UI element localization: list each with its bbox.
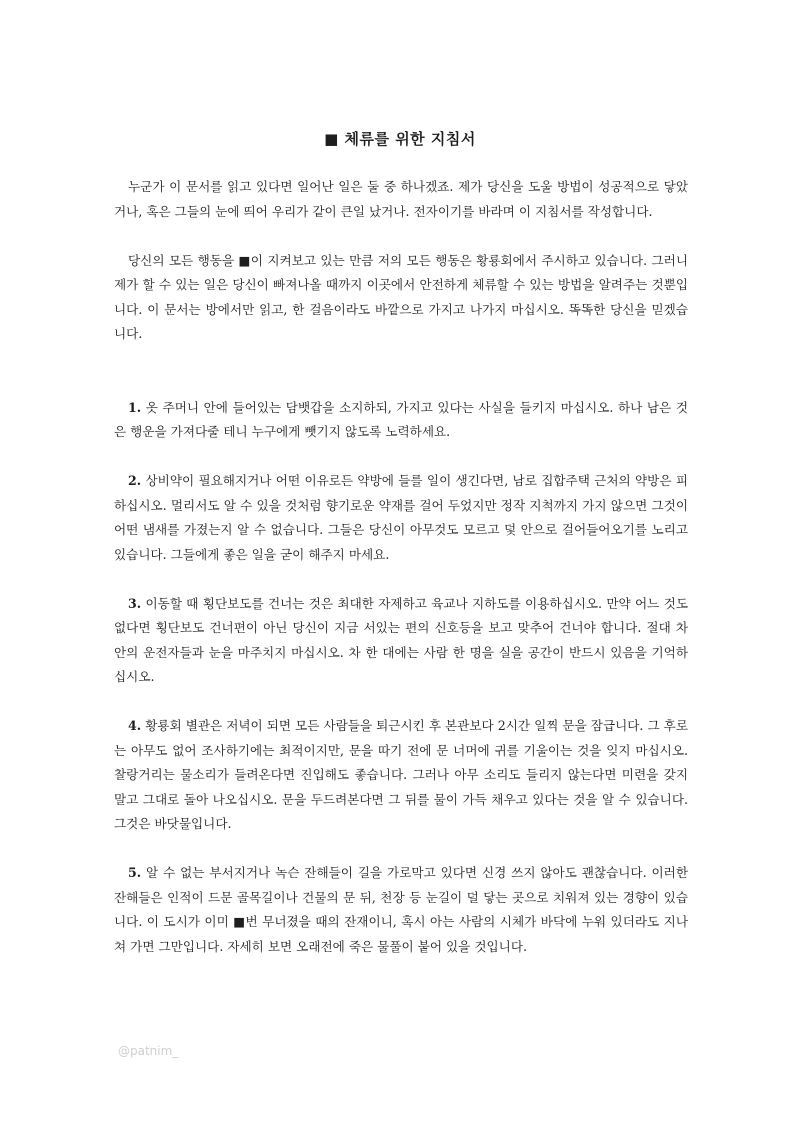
rule-text: 알 수 없는 부서지거나 녹슨 잔해들이 길을 가로막고 있다면 신경 쓰지 않아도 괜찮습니다. 이러한 잔해들은 인적이 드문 골목길이나 건물의 문 뒤, 천장 등 눈길이 덜 닿는 곳으로 치워져 있는 경향이 있습니다. 이 도시가 이미 ■번 무너졌을 때의 잔재이니, 혹시 아는 사람의 시체가 바닥에 누워 있더라도 지나쳐 가면 그만입니다. 자세히 보면 오래전에 죽은 물풀이 붙어 있을 것입니다.: [114, 865, 688, 954]
rule-text: 황룡회 별관은 저녁이 되면 모든 사람들을 퇴근시킨 후 본관보다 2시간 일찍 문을 잠급니다. 그 후로는 아무도 없어 조사하기에는 최적이지만, 문을 따기 전에 문 너머에 귀를 기울이는 것을 잊지 마십시오. 찰랑거리는 물소리가 들려온다면 진입해도 좋습니다. 그러나 아무 소리도 들리지 않는다면 미련을 갖지 말고 그대로 돌아 나오십시오. 문을 두드려본다면 그 뒤를 물이 가득 채우고 있다는 것을 알 수 있습니다. 그것은 바닷물입니다.: [114, 718, 688, 831]
rule-item-3: [114, 592, 688, 690]
rule-text: 옷 주머니 안에 들어있는 담뱃갑을 소지하되, 가지고 있다는 사실을 들키지 마십시오. 하나 남은 것은 행운을 가져다줄 테니 누구에게 뺏기지 않도록 노력하세요.: [114, 399, 688, 439]
watermark: @patnim_: [118, 1044, 179, 1058]
rule-number: 5.: [128, 865, 142, 880]
rule-text: 이동할 때 횡단보도를 건너는 것은 최대한 자제하고 육교나 지하도를 이용하십시오. 만약 어느 것도 없다면 횡단보도 건너편이 아닌 당신이 지금 서있는 편의 신호등을 보고 맞추어 건너야 합니다. 절대 차 안의 운전자들과 눈을 마주치지 마십시오. 차 한 대에는 사람 한 명을 실을 공간이 반드시 있음을 기억하십시오.: [114, 595, 688, 684]
rule-number: 4.: [128, 718, 142, 733]
rule-item-5: [114, 861, 688, 959]
rule-item-2: [114, 469, 688, 567]
rule-item-1: [114, 396, 688, 445]
intro-paragraph-1: 누군가 이 문서를 읽고 있다면 일어난 일은 둘 중 하나겠죠. 제가 당신을 도울 방법이 성공적으로 닿았거나, 혹은 그들의 눈에 띄어 우리가 같이 큰일 났거나. 전자이기를 바라며 이 지침서를 작성합니다.: [114, 179, 688, 219]
rule-number: 2.: [128, 473, 142, 488]
document-body: [114, 175, 688, 984]
rule-item-4: [114, 714, 688, 837]
rule-text: 상비약이 필요해지거나 어떤 이유로든 약방에 들를 일이 생긴다면, 남로 집합주택 근처의 약방은 피하십시오. 멀리서도 알 수 있을 것처럼 향기로운 약재를 걸어 두었지만 정작 지척까지 가지 않으면 그것이 어떤 냄새를 가졌는지 알 수 없습니다. 그들은 당신이 아무것도 모르고 덫 안으로 걸어들어오기를 노리고 있습니다. 그들에게 좋은 일을 굳이 해주지 마세요.: [114, 473, 688, 562]
rule-number: 1.: [128, 399, 142, 415]
section-spacer: [114, 371, 688, 396]
rule-number: 3.: [128, 595, 142, 611]
intro-paragraph-2: 당신의 모든 행동을 ■이 지켜보고 있는 만큼 저의 모든 행동은 황룡회에서 주시하고 있습니다. 그러니 제가 할 수 있는 일은 당신이 빠져나올 때까지 이곳에서 안전하게 체류할 수 있는 방법을 알려주는 것뿐입니다. 이 문서는 방에서만 읽고, 한 걸음이라도 바깥으로 가지고 나가지 마십시오. 똑똑한 당신을 믿겠습니다.: [114, 252, 688, 341]
document-title: ■ 체류를 위한 지침서: [324, 130, 476, 148]
